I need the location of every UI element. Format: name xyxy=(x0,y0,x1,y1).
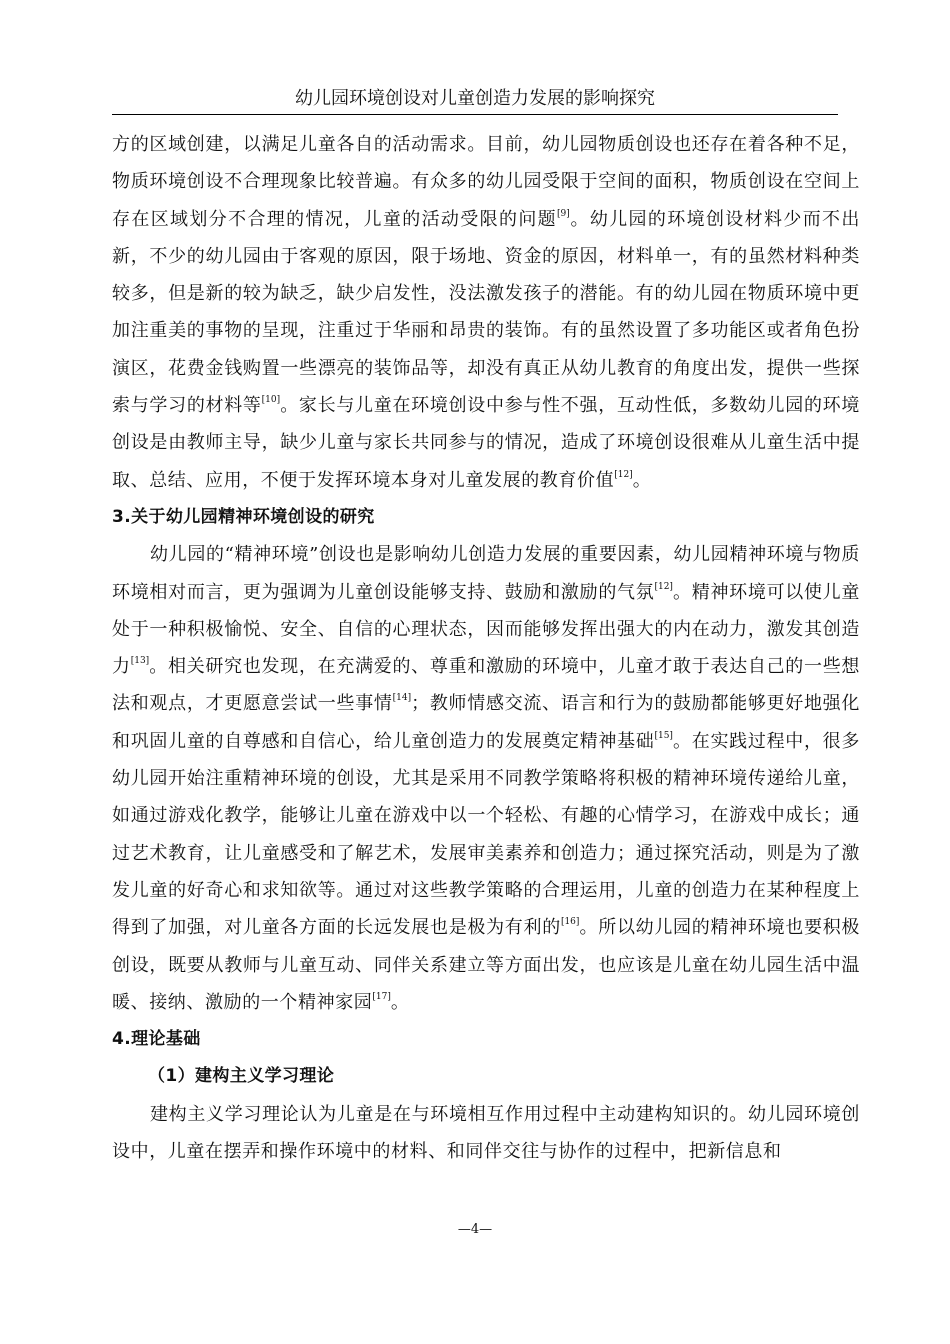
citation: [16] xyxy=(560,917,580,928)
paragraph-constructivism: 建构主义学习理论认为儿童是在与环境相互作用过程中主动建构知识的。幼儿园环境创设中，儿童在摆弄和操作环境中的材料、和同伴交往与协作的过程中，把新信息和 xyxy=(112,1103,860,1163)
citation: [9] xyxy=(557,208,570,219)
citation: [12] xyxy=(654,581,673,592)
running-header: 幼儿园环境创设对儿童创造力发展的影响探究 xyxy=(112,86,838,115)
citation: [17] xyxy=(372,991,391,1002)
citation: [15] xyxy=(654,730,673,741)
section-heading-3: 3.关于幼儿园精神环境创设的研究 xyxy=(112,506,375,527)
paragraph-spiritual-environment: 幼儿园的“精神环境”创设也是影响幼儿创造力发展的重要因素，幼儿园精神环境与物质环境相对而言，更为强调为儿童创设能够支持、鼓励和激励的气氛[12]。精神环境可以使儿童处于一种积极愉悦、安全、自信的心理状态，因而能够发挥出强大的内在动力，激发其创造力[13]。相关研究也发现，在充满爱的、尊重和激励的环境中，儿童才敢于表达自己的一些想法和观点，才更愿意尝试一些事情[14]；教师情感交流、语言和行为的鼓励都能够更好地强化和巩固儿童的自尊感和自信心，给儿童创造力的发展奠定精神基础[15]。在实践过程中，很多幼儿园开始注重精神环境的创设，尤其是采用不同教学策略将积极的精神环境传递给儿童，如通过游戏化教学，能够让儿童在游戏中以一个轻松、有趣的心情学习，在游戏中成长；通过艺术教育，让儿童感受和了解艺术，发展审美素养和创造力；通过探究活动，则是为了激发儿童的好奇心和求知欲等。通过对这些教学策略的合理运用，儿童的创造力在某种程度上得到了加强，对儿童各方面的长远发展也是极为有利的[16]。所以幼儿园的精神环境也要积极创设，既要从教师与儿童互动、同伴关系建立等方面出发，也应该是儿童在幼儿园生活中温暖、接纳、激励的一个精神家园[17]。 xyxy=(112,544,861,1013)
citation: [13] xyxy=(130,656,150,667)
paragraph-physical-environment: 方的区域创建，以满足儿童各自的活动需求。目前，幼儿园物质创设也还存在着各种不足，物质环境创设不合理现象比较普遍。有众多的幼儿园受限于空间的面积，物质创设在空间上存在区域划分不合理的情况，儿童的活动受限的问题[9]。幼儿园的环境创设材料少而不出新，不少的幼儿园由于客观的原因，限于场地、资金的原因，材料单一，有的虽然材料种类较多，但是新的较为缺乏，缺少启发性，没法激发孩子的潜能。有的幼儿园在物质环境中更加注重美的事物的呈现，注重过于华丽和昂贵的装饰。有的虽然设置了多功能区或者角色扮演区，花费金钱购置一些漂亮的装饰品等，却没有真正从幼儿教育的角度出发，提供一些探索与学习的材料等[10]。家长与儿童在环境创设中参与性不强，互动性低，多数幼儿园的环境创设是由教师主导，缺少儿童与家长共同参与的情况，造成了环境创设很难从儿童生活中提取、总结、应用，不便于发挥环境本身对儿童发展的教育价值[12]。 xyxy=(112,134,860,491)
subsection-heading-constructivism: （1）建构主义学习理论 xyxy=(148,1066,335,1087)
citation: [10] xyxy=(261,395,281,406)
page-body xyxy=(112,126,860,1170)
page-number: —4— xyxy=(457,1222,493,1237)
section-heading-4: 4.理论基础 xyxy=(112,1029,201,1050)
citation: [14] xyxy=(392,693,412,704)
citation: [12] xyxy=(614,469,633,480)
